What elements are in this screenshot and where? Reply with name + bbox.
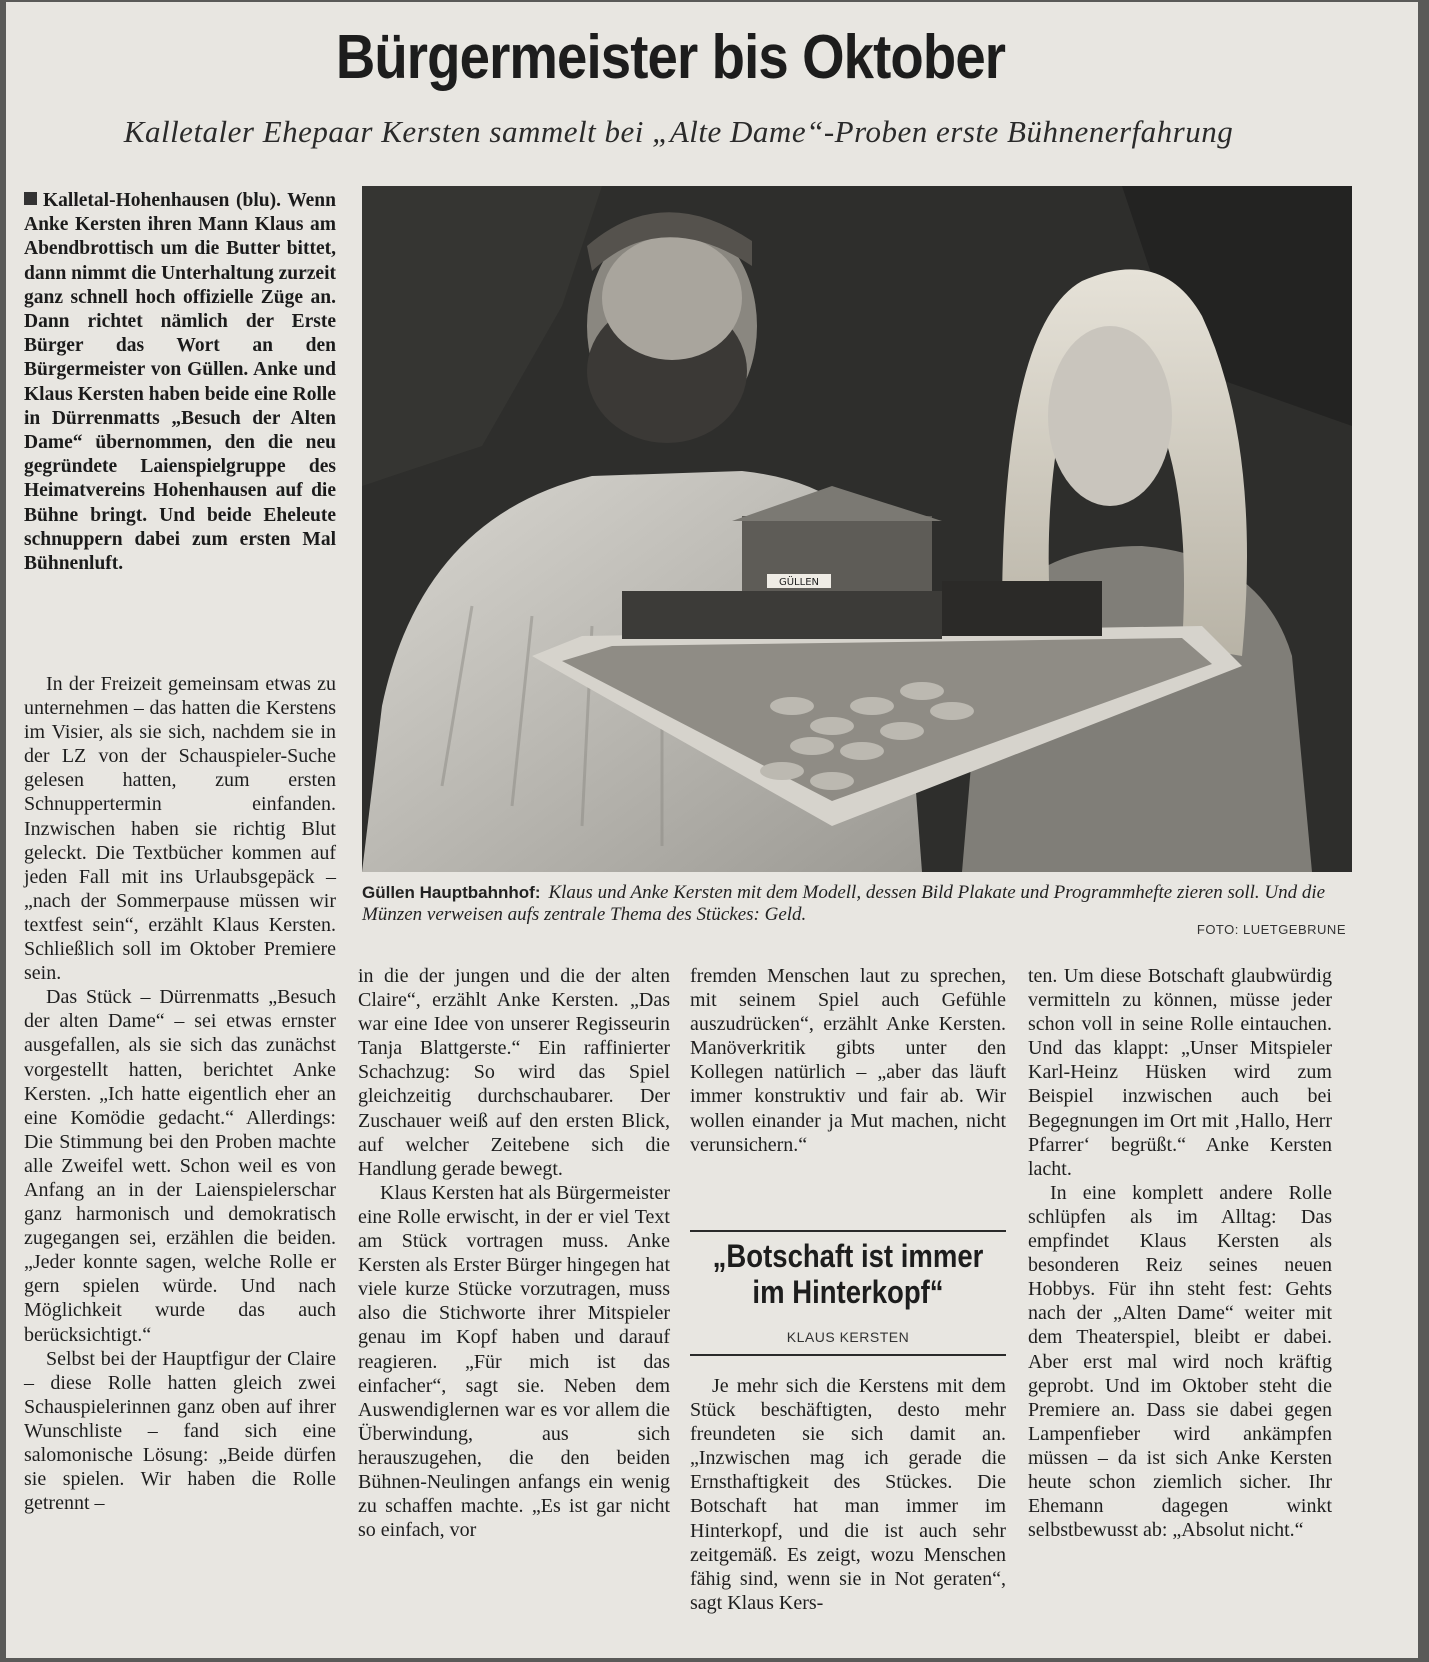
newspaper-clipping [6, 2, 1418, 1658]
pullquote-rule-top [690, 1230, 1006, 1232]
pullquote: „Botschaft ist immer im Hinterkopf“ [712, 1238, 984, 1310]
photo-credit: FOTO: LUETGEBRUNE [1196, 922, 1346, 937]
article-column-1 [24, 672, 336, 1515]
paragraph: In eine komplett andere Rolle schlüpfen als im Alltag: Das empfindet Klaus Kersten als besonderen Reiz seines neuen Hobbys. Für ihn steht fest: Gehts nach der „Alten Dame“ weiter mit dem Theaterspiel, bleibt er dabei. Aber erst mal wird noch kräftig geprobt. Und im Oktober steht die Premiere an. Dass sie dabei gegen Lampenfieber wird ankämpfen müssen – da ist sich Anke Kersten heute schon ziemlich sicher. Ihr Ehemann dagegen winkt selbstbewusst ab: „Absolut nicht.“ [1028, 1181, 1332, 1542]
caption-label: Güllen Hauptbahnhof: [362, 883, 541, 902]
article-column-2 [358, 964, 670, 1542]
paragraph: Klaus Kersten hat als Bürgermeister eine Rolle erwischt, in der er viel Text am Stück vortragen muss. Anke Kersten als Erster Bürger hingegen hat viele kurze Stücke vorzutragen, muss also die Stichworte ihrer Mitspieler genau im Kopf haben und darauf reagieren. „Für mich ist das einfacher“, sagt sie. Neben dem Auswendiglernen war es vor allem die Überwindung, aus sich herauszugehen, die den beiden Bühnen-Neulingen anfangs ein wenig zu schaffen machte. „Es ist gar nicht so einfach, vor [358, 1181, 670, 1542]
lead-paragraph [24, 189, 336, 576]
paragraph: In der Freizeit gemeinsam etwas zu unternehmen – das hatten die Kerstens im Visier, als sie sich, nachdem sie in der LZ von der Schauspieler-Suche gelesen hatten, zum ersten Schnuppertermin einfanden. Inzwischen haben sie richtig Blut geleckt. Die Textbücher kommen auf jeden Fall mit ins Urlaubsgepäck – „nach der Sommerpause müssen wir textfest sein“, erzählt Klaus Kersten. Schließlich soll im Oktober Premiere sein. [24, 673, 336, 985]
paragraph: Je mehr sich die Kerstens mit dem Stück beschäftigten, desto mehr freundeten sie sich damit an. „Inzwischen mag ich gerade die Ernsthaftigkeit des Stückes. Die Botschaft hat man immer im Hinterkopf, und die ist auch sehr zeitgemäß. Es zeigt, wozu Menschen fähig sind, wenn sie in Not geraten“, sagt Klaus Kers- [690, 1375, 1006, 1614]
pullquote-author: KLAUS KERSTEN [786, 1329, 910, 1345]
lead-text: Kalletal-Hohenhausen (blu). Wenn Anke Kersten ihren Mann Klaus am Abendbrottisch um die Butter bittet, dann nimmt die Unterhaltung zurzeit ganz schnell hoch offizielle Züge an. Dann richtet nämlich der Erste Bürger das Wort an den Bürgermeister von Güllen. Anke und Klaus Kersten haben beide eine Rolle in Dürrenmatts „Besuch der Alten Dame“ übernommen, den die neu gegründete Laienspielgruppe des Heimatvereins Hohenhausen auf die Bühne bringt. Und beide Eheleute schnuppern dabei zum ersten Mal Bühnenluft. [24, 190, 336, 575]
article-column-3 [690, 964, 1006, 1157]
photo [362, 186, 1352, 872]
paragraph: ten. Um diese Botschaft glaubwürdig vermitteln zu können, müsse jeder schon voll in seine Rolle eintauchen. Und das klappt: „Unser Mitspieler Karl-Heinz Hüsken wird zum Beispiel inzwischen auch bei Begegnungen im Ort mit ‚Hallo, Herr Pfarrer‘ begrüßt.“ Anke Kersten lacht. [1028, 965, 1332, 1180]
photo-illustration [362, 186, 1352, 872]
headline: Bürgermeister bis Oktober [335, 23, 1006, 92]
station-sign: GÜLLEN [778, 577, 820, 588]
caption-text: Klaus und Anke Kersten mit dem Modell, dessen Bild Plakate und Programmhefte zieren soll. Und die Münzen verweisen aufs zentrale Thema des Stückes: Geld. [362, 882, 1326, 925]
paragraph: Das Stück – Dürrenmatts „Besuch der alten Dame“ – sei etwas ernster ausgefallen, als sie sich das zunächst vorgestellt hatten, berichtet Anke Kersten. „Ich hatte eigentlich eher an eine Komödie gedacht.“ Allerdings: Die Stimmung bei den Proben machte alle Zweifel wett. Schon weil es von Anfang an in der Laienspielerschar ganz harmonisch und demokratisch zugegangen sei, erzählen die beiden. „Jeder konnte sagen, welche Rolle er gern spielen würde. Und nach Möglichkeit wurde das auch berücksichtigt.“ [24, 986, 336, 1346]
article-column-3-continued [690, 1374, 1006, 1615]
photo-caption [362, 882, 1352, 926]
paragraph: Selbst bei der Hauptfigur der Claire – diese Rolle hatten gleich zwei Schauspielerinnen ganz oben auf ihrer Wunschliste – fand sich eine salomonische Lösung: „Beide dürfen sie spielen. Wir haben die Rolle getrennt – [24, 1347, 336, 1515]
paragraph: in die der jungen und die der alten Claire“, erzählt Anke Kersten. „Das war eine Idee von unserer Regisseurin Tanja Blattgerste.“ Ein raffinierter Schachzug: So wird das Spiel gleichzeitig durchschaubarer. Der Zuschauer weiß auf den ersten Blick, auf welcher Zeitebene sich die Handlung gerade bewegt. [358, 965, 670, 1180]
pullquote-rule-bottom [690, 1354, 1006, 1356]
bullet-square-icon [24, 192, 37, 205]
article-column-4 [1028, 964, 1332, 1542]
subheadline: Kalletaler Ehepaar Kersten sammelt bei „Alte Dame“-Proben erste Bühnenerfahrung [123, 114, 1234, 149]
paragraph: fremden Menschen laut zu sprechen, mit seinem Spiel auch Gefühle auszudrücken“, erzählt Anke Kersten. Manöverkritik gibts unter den Kollegen natürlich – „aber das läuft immer konstruktiv und fair ab. Wir wollen einander ja Mut machen, nicht verunsichern.“ [690, 965, 1006, 1156]
